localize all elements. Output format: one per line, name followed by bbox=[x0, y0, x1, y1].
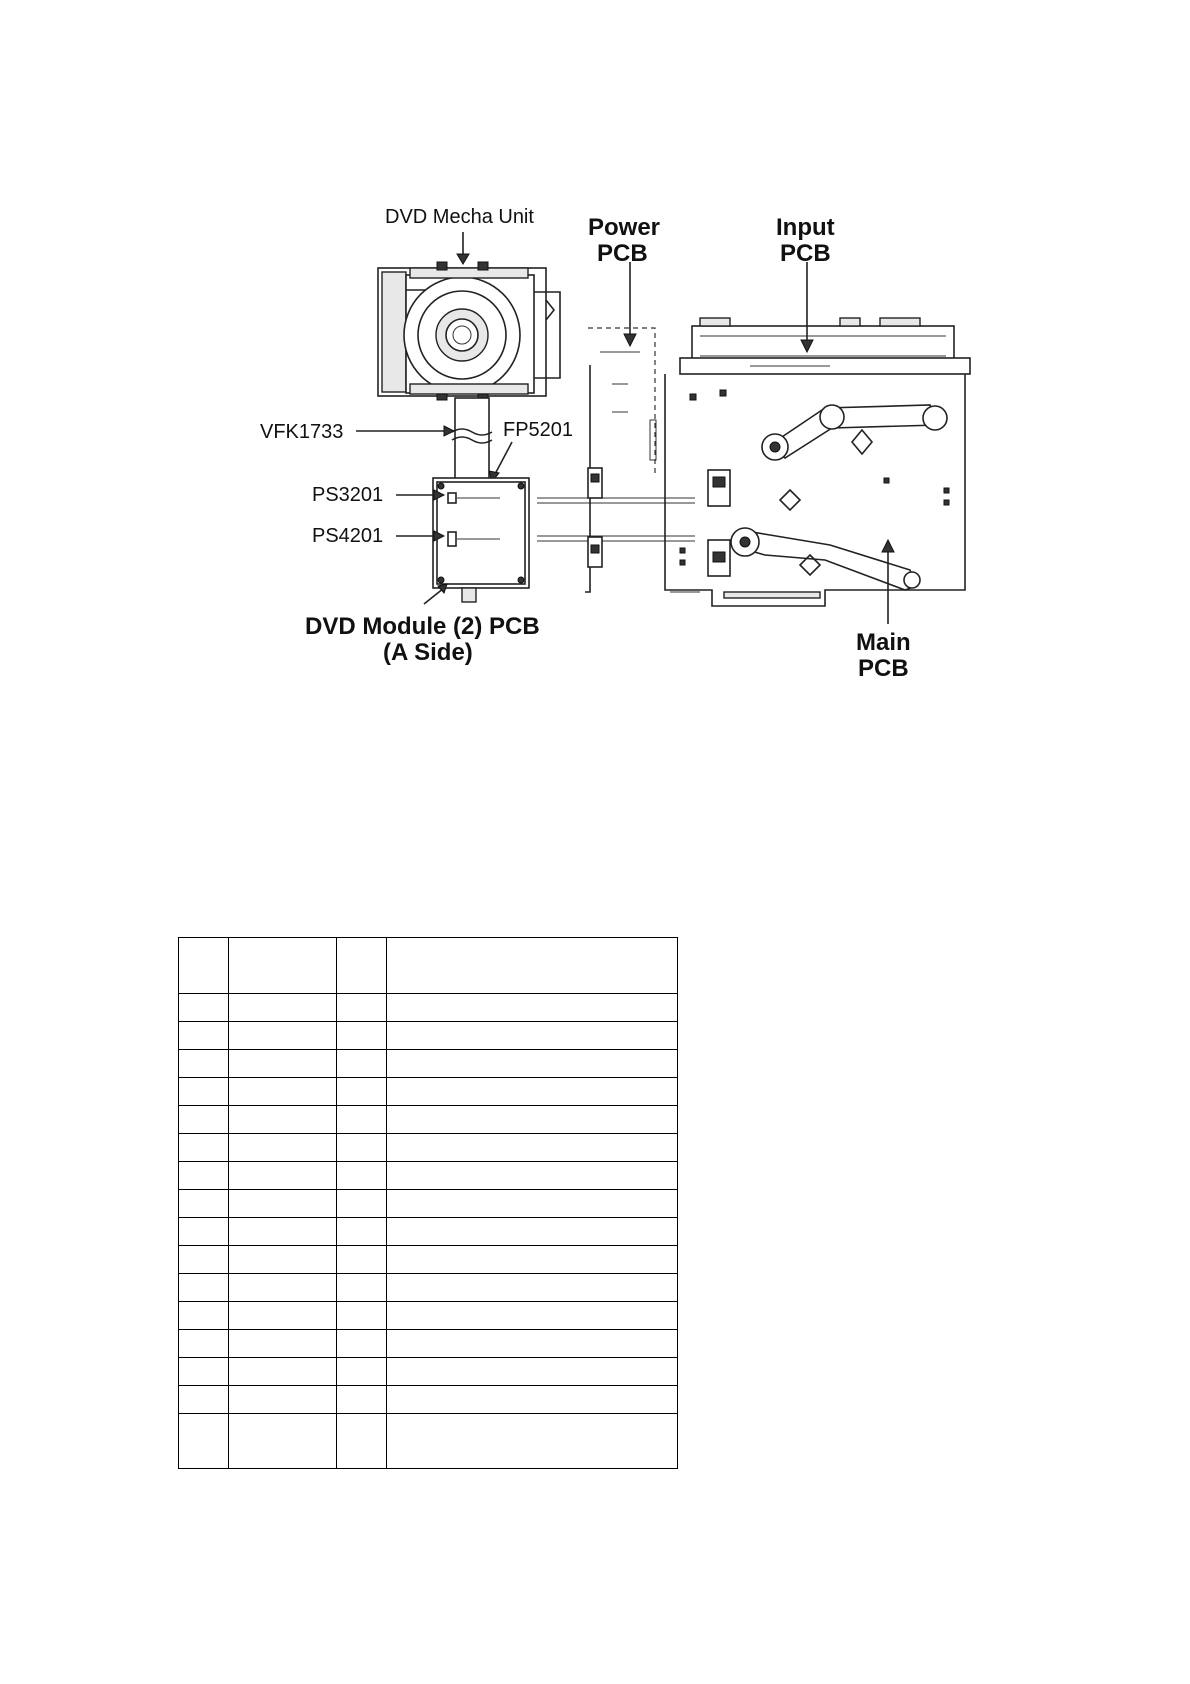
table-cell bbox=[229, 1302, 337, 1330]
table-cell bbox=[337, 1414, 387, 1469]
input-pcb-label-line2: PCB bbox=[780, 240, 831, 267]
table-cell bbox=[179, 1274, 229, 1302]
flat-cable-vfk1733 bbox=[452, 398, 492, 486]
table-cell bbox=[229, 938, 337, 994]
table-cell bbox=[179, 1246, 229, 1274]
table-cell bbox=[179, 1358, 229, 1386]
power-pcb-label-line1: Power bbox=[588, 214, 661, 241]
table-row bbox=[179, 1330, 678, 1358]
table-cell bbox=[387, 938, 678, 994]
table-cell bbox=[229, 1246, 337, 1274]
table-cell bbox=[337, 1302, 387, 1330]
table-row bbox=[179, 1050, 678, 1078]
table-cell bbox=[179, 1218, 229, 1246]
table-cell bbox=[179, 1078, 229, 1106]
table-header-row bbox=[179, 938, 678, 994]
table-cell bbox=[179, 938, 229, 994]
ps3201-label: PS3201 bbox=[312, 484, 384, 506]
input-pcb-label-line1: Input bbox=[776, 214, 835, 241]
table-row bbox=[179, 1106, 678, 1134]
table-row bbox=[179, 1358, 678, 1386]
table-cell bbox=[229, 1330, 337, 1358]
table-cell bbox=[179, 1134, 229, 1162]
table-cell bbox=[179, 1330, 229, 1358]
table-cell bbox=[179, 1414, 229, 1469]
table-row bbox=[179, 1022, 678, 1050]
dvd-mecha-unit-label: DVD Mecha Unit bbox=[385, 206, 534, 228]
table-cell bbox=[387, 1162, 678, 1190]
table-cell bbox=[229, 1078, 337, 1106]
table-cell bbox=[387, 1302, 678, 1330]
table-cell bbox=[387, 1386, 678, 1414]
dvd-module-label-line1: DVD Module (2) PCB bbox=[305, 613, 540, 640]
table-cell bbox=[337, 1246, 387, 1274]
main-pcb-label-line1: Main bbox=[856, 629, 911, 656]
table-cell bbox=[337, 938, 387, 994]
table-cell bbox=[229, 1190, 337, 1218]
table-cell bbox=[229, 994, 337, 1022]
table-row bbox=[179, 994, 678, 1022]
table-cell bbox=[387, 1078, 678, 1106]
table-row bbox=[179, 1218, 678, 1246]
table-cell bbox=[337, 1218, 387, 1246]
table-cell bbox=[229, 1134, 337, 1162]
table-cell bbox=[179, 1022, 229, 1050]
table-row bbox=[179, 1302, 678, 1330]
table-cell bbox=[387, 1190, 678, 1218]
table-cell bbox=[387, 1050, 678, 1078]
table-cell bbox=[229, 1022, 337, 1050]
power-pcb bbox=[585, 328, 656, 592]
table-cell bbox=[387, 1218, 678, 1246]
table-cell bbox=[387, 1358, 678, 1386]
table-cell bbox=[179, 1106, 229, 1134]
table-cell bbox=[387, 1246, 678, 1274]
power-pcb-label-line2: PCB bbox=[597, 240, 648, 267]
main-pcb-label-line2: PCB bbox=[858, 655, 909, 682]
fp5201-label: FP5201 bbox=[503, 419, 574, 441]
table-row bbox=[179, 1134, 678, 1162]
disassembly-diagram bbox=[0, 0, 1190, 760]
table-cell bbox=[229, 1162, 337, 1190]
table-cell bbox=[337, 1358, 387, 1386]
input-pcb bbox=[680, 318, 970, 374]
table-row bbox=[179, 1386, 678, 1414]
table-cell bbox=[387, 1022, 678, 1050]
table-row bbox=[179, 1078, 678, 1106]
table-cell bbox=[229, 1106, 337, 1134]
table-cell bbox=[337, 1022, 387, 1050]
vfk1733-label: VFK1733 bbox=[260, 421, 344, 443]
table-cell bbox=[179, 1050, 229, 1078]
table-cell bbox=[387, 1414, 678, 1469]
table-row bbox=[179, 1414, 678, 1469]
table-cell bbox=[337, 1386, 387, 1414]
table-cell bbox=[387, 1106, 678, 1134]
table-cell bbox=[179, 1162, 229, 1190]
table-cell bbox=[337, 1134, 387, 1162]
table-cell bbox=[337, 1162, 387, 1190]
table-cell bbox=[337, 1330, 387, 1358]
table-cell bbox=[337, 1274, 387, 1302]
table-cell bbox=[387, 1134, 678, 1162]
main-pcb bbox=[665, 374, 965, 606]
table-row bbox=[179, 1274, 678, 1302]
table-row bbox=[179, 1162, 678, 1190]
table-cell bbox=[179, 1302, 229, 1330]
table-cell bbox=[229, 1050, 337, 1078]
table-cell bbox=[179, 1386, 229, 1414]
table-cell bbox=[387, 1330, 678, 1358]
table-cell bbox=[387, 1274, 678, 1302]
table-cell bbox=[229, 1358, 337, 1386]
table-cell bbox=[229, 1414, 337, 1469]
table-cell bbox=[179, 1190, 229, 1218]
table-cell bbox=[229, 1218, 337, 1246]
table-row bbox=[179, 1190, 678, 1218]
table-cell bbox=[337, 1106, 387, 1134]
dvd-mecha-unit bbox=[378, 262, 560, 400]
empty-table bbox=[178, 937, 678, 1469]
table-cell bbox=[337, 994, 387, 1022]
table-cell bbox=[229, 1386, 337, 1414]
table-cell bbox=[229, 1274, 337, 1302]
table-cell bbox=[337, 1190, 387, 1218]
table-row bbox=[179, 1246, 678, 1274]
table-cell bbox=[337, 1050, 387, 1078]
table-cell bbox=[387, 994, 678, 1022]
table-cell bbox=[337, 1078, 387, 1106]
dvd-module-label-line2: (A Side) bbox=[383, 639, 473, 666]
table-cell bbox=[179, 994, 229, 1022]
ps4201-label: PS4201 bbox=[312, 525, 384, 547]
